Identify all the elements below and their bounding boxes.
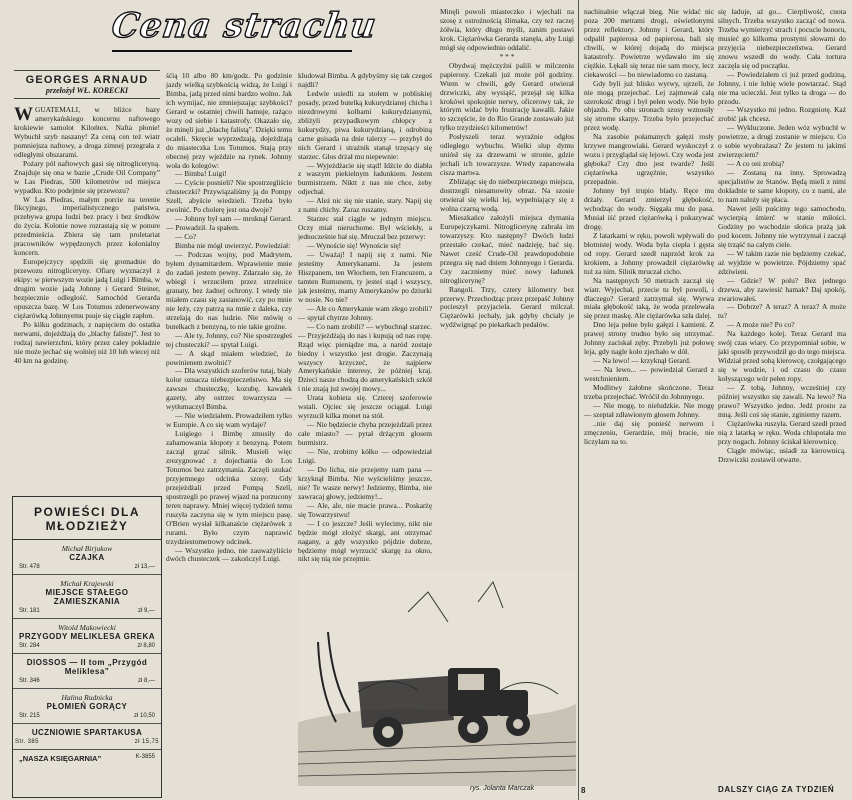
ad-book-item bbox=[13, 575, 161, 619]
ad-book-price: zł 9,— bbox=[137, 608, 155, 614]
article-paragraph: — Cyście posnieli? Nie spostrzegliście chusteczki? Przywiązaliśmy ją do Pompy Szell, abyście wiedzieli. Trzeba było zwolnić. Po cholerę jest ona dwoje? bbox=[166, 178, 292, 215]
article-paragraph: Ciężarówka ruszyła. Gerard szedł przed nią z latarką w ręku. Woda chlupotała mu przy nogach. Johnny ściskał kierownicę. bbox=[718, 418, 846, 446]
article-paragraph: się ładuje, aż go... Cierpliwość, cnota silnych. Trzeba wszystko zacząć od nowa. Trzeba wymierzyć strach i pocucie honoru, musieć go kilkoma prostymi słowami do przyjęcia niebezpieczeństwa. Gerard znowu wszedł do wody. Cała tortura zaczęła się od początku. bbox=[718, 8, 846, 70]
page-number: 8 bbox=[581, 786, 586, 795]
truck-drawing bbox=[298, 572, 576, 786]
article-paragraph: — Bimba! Luigi! bbox=[175, 169, 227, 179]
article-paragraph: Starzec stał ciągle w jednym miejscu. Oczy miał nieruchome. Był wściekły, a jednocześnie bał się. Mruczał bez przerwy: bbox=[298, 214, 432, 242]
ad-book-title: DIOSSOS — II tom „Przygód Meliklesa” bbox=[26, 658, 148, 676]
article-paragraph: Modlitwy żałobne skończone. Teraz trzeba przejechać. Wróćił do Johnnyego. bbox=[584, 383, 714, 401]
article-paragraph: — Uważaj! I napij się z nami. Nie jesteśmy Amerykanami. Ja jestem Hiszpanem, ten Włochem, ten Francuzem, a tamten Rumunem, ty jesteś stąd i wszyscy, jak jesteśmy, mamy Amerykanów po dziurki w nosie. No nie? bbox=[298, 250, 432, 304]
article-column-4 bbox=[440, 8, 574, 570]
intro-paragraph: Pożary pól naftowych gasi się nitrogliceryną. Znajduje się ona w bazie „Crude Oil Company” w Las Piedras, 500 kilometrów od miejsca wypadku. Kto podejmie się przewozu? bbox=[14, 158, 160, 195]
ad-book-price: zł 13,— bbox=[134, 564, 155, 570]
ad-book-item bbox=[13, 619, 161, 654]
article-paragraph: Ledwie usiedli za stołem w pobliskiej posady, przed butelką kukurydzianej chicha i niezdrowymi kolbami kukurydzianymi, zbliżyli przypadkowym chłopcy z kukurydzy, piwa kukurydzianą, i odrobiną carne guisada na dnie talerzy — przybył do nich Gerard i strażnik stanął trzęsący się starzec. Głos drżał mu niepewnie: bbox=[298, 88, 432, 161]
ad-book-title: PRZYGODY MELIKLESA GREKA bbox=[19, 632, 156, 641]
truck-illustration bbox=[298, 572, 576, 786]
article-column-2 bbox=[166, 72, 292, 794]
ad-book-price: zł 8,80 bbox=[137, 643, 155, 649]
ad-book-item bbox=[13, 689, 161, 724]
article-paragraph: — Dobrze? A teraz? A teraz? A może tu? bbox=[718, 302, 846, 321]
article-paragraph: — A co oni zrobią? bbox=[727, 159, 785, 169]
article-paragraph: Na zasobie połamanych gałęzi rosły krzywe mangrowiaki. Gerard wyskoczył z wozu i przyglądał się lejowi. Czy woda jest głęboka? Czy dno jest twarde? Jeśli ciężarówka ugrzęźnie, wszystko przepadnie. bbox=[584, 132, 714, 187]
ad-heading: POWIEŚCI DLA MŁODZIEŻY bbox=[13, 497, 161, 540]
article-paragraph: — Na lewo... — powiedział Gerard z westchnieniem. bbox=[584, 365, 714, 384]
article-paragraph: Mieszkańce założyli miejsca dymania Europejczykami. Nitroglicerynę zabrała im towarzyszy. Kto następny? Dwóch ludzi przestało czekać, mieć nadzieję, bać się. Nawet cześć Crude-Oil prawdopodobnie przegra się nad dniem Johnnyego i Gerarda. Czy zaczniemy mieć nowy ładunek nitroglicerynę? bbox=[440, 212, 574, 285]
ad-book-author: Witold Makowiecki bbox=[58, 623, 116, 632]
article-paragraph: — I co jeszcze? Jeśli wylecimy, nikt nie będzie mógł złożyć skargi, ani otrzymać nagany, a gdy wszystko pójdzie dobrze, będziemy mógł wyrzucić skargę za okno, nikt się nią nie przejmie. bbox=[298, 518, 432, 564]
article-title-text: Cena strachu bbox=[109, 6, 380, 46]
book-advertisement bbox=[12, 496, 162, 798]
article-title bbox=[109, 6, 380, 62]
article-paragraph: Z latarkami w ręku, powoli wpływali do błotnistej wody. Woda była ciepła i gęsta od ropy. Gerard szedł naprzód krok za krokiem, a Johnny prowadził ciężarówkę tuż za nim. Silnik mruczał cicho. bbox=[584, 230, 714, 276]
page-divider bbox=[578, 0, 579, 800]
article-paragraph: — Na lewo! — krzyknął Gerard. bbox=[593, 356, 691, 366]
illustration-credit: rys. Jolanta Marczak bbox=[470, 785, 535, 792]
ad-book-title: CZAJKA bbox=[69, 553, 105, 562]
article-paragraph: — Ale co Amerykanie wam złego zrobili? — spytał chytrze Johnny. bbox=[298, 303, 432, 322]
title-underline bbox=[112, 50, 352, 52]
article-paragraph: — Nie, zrobimy kółko — odpowiedział Luigi. bbox=[298, 447, 432, 465]
article-paragraph: Luigiego i Bimbę zmusiły do zahamowania kłopoty z benzyną. Potem zaczął grzać silnik. Musieli więc zrezygnować z dojechania do Los Totumos bez zatrzymania. Zaczęli szukać przyjemnego odcinka szosy. Gdy przejeżdżali przed Pompą Szell, spostrzegli po prawej wjazd na porzucony teren naprawy. Mniej więcej tydzień temu ruszyła zaczyna się w tym miejscu pasę. O'Brien wysłał kilkanaście ciężarówek z rurami. Było czym naprawić trzydziestometrowy odcinek. bbox=[166, 429, 292, 546]
article-paragraph: — Gdzie? W polu? Bez jednego drzewa, aby zawiesić hamak? Daj spokój, zwariowałeś. bbox=[718, 275, 846, 303]
ad-book-price: zł 15,75 bbox=[134, 739, 159, 745]
ad-book-price: zł 10,50 bbox=[133, 713, 155, 719]
article-paragraph: Johnny był trupio blady. Ręce mu drżały. Gerard zmierzył głębokość, wchodząc do wody. Sięgała mu do pasa. Musiał iść przed ciężarówką i pokazywać drogę. bbox=[584, 186, 714, 231]
article-paragraph: Obydwaj mężczyźni palili w milczeniu papierosy. Czekali już może pół godziny. Wtem w chwili, gdy Gerard otwierał drzwiczki, aby wysiąść, przejął się kilka krokówi spokojnie nerwy, oficerowy tak, że którym widać było frustrację kawalli. Jakie to szczęście, że do Rio Grande zostawało już tylko trzydzieści kilometrów! bbox=[440, 60, 574, 133]
article-paragraph: — Wszystko mi jedno. Rozgniotę. Kaź zrobić jak chcesz. bbox=[718, 105, 846, 124]
article-paragraph: — A może nie? Po co? bbox=[727, 320, 795, 330]
article-paragraph: — Nie mogę, to nieludzkie. Nie mogę — szeptał zdławionym głosem Johnny. bbox=[584, 400, 714, 419]
article-paragraph: — Nie będziecie chyba przejeżdżali przez całe miasto? — pytał drżącym głosem burmistrz. bbox=[298, 420, 432, 448]
article-paragraph: kludował Bimba. A gdybyśmy się tak czegoś najdli? bbox=[298, 72, 432, 89]
article-paragraph: śćią 10 albo 80 km/godz. Po godzinie jazdy wielką szybkością widzą, że Luigi i Bimba, jadą przed nimi bardzo wolno. Jak ich wymijać, nie zmniejszając szybkości? Gerard w ostatniej chwili hamuje, rażąco wozy od siebie i katastrofy. Okazało się, że minęli już „blachę falistą”. Dzięki temu ocaleli. Skręcie wyprzedzają, dojeżdżają do miasteczka Los Totumos. Stają przy obecnej przy wjeździe na rynek. Johnny woła do kolegów: bbox=[166, 72, 292, 170]
ad-book-title: PŁOMIEŃ GORĄCY bbox=[46, 702, 128, 711]
ad-book-item bbox=[13, 654, 161, 689]
ad-book-pages: Str. 478 bbox=[19, 564, 40, 570]
article-paragraph: — Dla wszystkich szoferów tutaj, biały kolor oznacza niebezpieczeństwo. Ma się zawsze chusteczkę, kozubę, kawałek gazety, aby ostrzec towarzysza — wytłumaczył Bimba. bbox=[166, 366, 292, 412]
ad-footer bbox=[13, 750, 161, 767]
publisher-name: „NASZA KSIĘGARNIA” bbox=[19, 754, 102, 763]
ad-book-author: Michał Krajewski bbox=[60, 579, 114, 588]
article-paragraph: nachinalnie włączał bieg. Nie widać nic poza 200 metrami drogi, oświetlonymi przez reflektory. Johnny i Gerard, który odpalił papierosa od papierosa, bali się chwili, w której dojadą do miejsca katastrofy. Powietrze wydawało im się ciężkie. Lękali się teraz nie sam mocy, lecz ciekawości — bo niewiadomo co zastaną. bbox=[584, 8, 714, 79]
ad-book-title: MIEJSCE STAŁEGO ZAMIESZKANIA bbox=[45, 588, 129, 606]
intro-paragraph: Po kilku godzinach, z napięciem do ostatka nerwami, dojeżdżają do „blachy falistej”. Jest to rodzaj nawierzchni, który przez całey pokładzie nie może jechać się wolniej niż 10 lub wiecej niż 40 km na godzinę. bbox=[14, 319, 160, 365]
article-paragraph: — Wyjeżdżacie się stąd! Idźcie do diabła z waszym piekielnym ładunkiem. Jestem burmistrzem. Niktt z nas nie chce, żeby odjechał. bbox=[298, 160, 432, 197]
ad-book-pages: Str. 385 bbox=[15, 739, 39, 745]
article-paragraph: — Ależ nic się nie stanie, stary. Napij się z nami chichy. Zaraz ruszamy. bbox=[298, 196, 432, 215]
article-paragraph: — Ale, ale, nie macie prawa... Poskarżę się Towarzystwu! bbox=[298, 500, 432, 519]
article-paragraph: — Z tobą, Johnny, wcześniej czy później wszystko się zawali. Na lewo? Na prawo? Wszystko jedno. Jedź prosto za mną. Jeśli coś się stanie, zginiemy razem. bbox=[718, 383, 846, 419]
ad-book-price: zł 8,— bbox=[137, 678, 155, 684]
article-paragraph: — Wykluczone. Jeden wóz wybuchł w powietrze, a drugi zostanie w miejscu. Co o sobie wyobrażasz? Że jestem tu jakimś zwierzęciem? bbox=[718, 123, 846, 160]
article-paragraph: Rangoli. Trzy, cztery kilometry bez przerwy. Przechodząc przez przepaść Johnny pocieszył przyjaciela. Gerard milczał. Ciężarówki jechały, jak gdyby chciały je wydźwignąć po piekarkach pedałów. bbox=[440, 284, 574, 330]
article-paragraph: Ciągle mówiąc, usiadł za kierownicą. Drzwiczki zostawił otwarte. bbox=[718, 445, 846, 464]
ad-book-title: UCZNIOWIE SPARTAKUSA bbox=[31, 728, 143, 737]
section-break: * * * bbox=[499, 51, 515, 61]
article-paragraph: — Wszystko jedno, nie zauważyliście dwóch chusteczek — zakończył Luigi. bbox=[166, 545, 292, 564]
dropcap: W bbox=[14, 106, 33, 125]
article-paragraph: — Wynoście się! Wynoście się! bbox=[307, 241, 402, 251]
article-paragraph: — Ale ty, Johnny, co? Nie spostrzegłeś tej chusteczki? — spytał Luigi. bbox=[166, 330, 292, 349]
article-paragraph: — Do licha, nie przejemy nam pana — krzyknął Bimba. Nie wyścieliśmy jeszcze, nie? Te wasze nerwy! Jedziemy, Bimba, nie zawracaj głowy, jedziemy!... bbox=[298, 464, 432, 501]
article-paragraph: Zbliżając się do niebezpiecznego miejsca, dostrzegli niesamowity obraz. Na szosie otwierał się wielki lej, wypełniający się z wolna czarną wodą. bbox=[440, 177, 574, 213]
author-box bbox=[14, 70, 160, 99]
ad-code: K-3855 bbox=[135, 754, 155, 760]
article-column-6 bbox=[718, 8, 846, 778]
article-paragraph: ..nie daj się ponieść nerwom i zmęczeniu, Gerardzie, mój bracie, nie liczyłam na to. bbox=[584, 418, 714, 446]
ad-book-item bbox=[13, 540, 161, 575]
article-paragraph: Nawet jeśli puścimy tego samochodu, wycierpią śmierć w stanie miłości. Godziny po wschodzie słońca prażą jak pod kocem. Johnny nie wytrzymał i zaczął się trząść na całym ciele. bbox=[718, 203, 846, 249]
translator: przełożył WŁ. KORECKI bbox=[45, 86, 129, 95]
article-paragraph: — W takim razie nie będziemy czekać, aż wyjdzie w powietrze. Pójdziemy spać zdziwieni. bbox=[718, 248, 846, 276]
intro-paragraph: Europejczycy spędzili się gromadnie do przewozu nitrogliceryny. Ofiarę wyznaczył z ekipy: w pierwszym wozie jadą Luigi i Bimba, w drugim wozie jadą Johnny i Gerard Steiner, bezpiecznie odległość. Samochód Gerarda opuszcza bazę. W Los Totumos zdenerwowany ciężarówką Johnnyemu psuje się ciągle zapłon. bbox=[14, 257, 160, 320]
article-paragraph: Gdy byli już blisko wyrwy, ujrzeli, że nie mogą przejechać. Lej zajmował całą szerokość drogi i był pełen wody. Nie było objazdu. Po obu stronach szosy wznosiły się strome skarpy. Trzeba było przejechać przez wodę. bbox=[584, 78, 714, 133]
article-paragraph: — Co nam zrobili? — wybuchnął starzec. — Przyjeżdżają do nas i kupują od nas ropę. Rząd więc pieniądze ma, a naród zostaje biedny i wszystko jest drogie. Zaczynają wszyscy krzyczeć, że najpierw Amerykańskie interesy, że później kraj. Dzieci nasze chodzą do amerykańskich szkół i nie znają już swojej mowy... bbox=[298, 321, 432, 394]
ad-book-pages: Str. 284 bbox=[19, 643, 40, 649]
article-column-5 bbox=[584, 8, 714, 778]
article-paragraph: — A skąd miałem wiedzieć, że powinienem zwolnić? bbox=[166, 348, 292, 367]
intro-paragraph: W Las Piedras, małym porcie na terenie fikcyjnego, imperialistycznego państwa, przebywa grupa ludzi bez pracy i bez środków do życia. Kolonie nowe rozrastają się w ponure przedmieścia. Zbiera się tam proletariat pracowników wypędzonych przez kolonialny koncern. bbox=[14, 194, 160, 258]
article-paragraph: Minęli powoli miasteczko i wjechali na szosę z ostrożnością ślimaka, czy też raczej żółwia, który długo myśli, zanim postawi krok. Ciężarówka Gerarda stanęła, aby Luigi mógł się odpowiednio oddalić. bbox=[440, 8, 574, 52]
article-paragraph: Urata kobieta się. Czterej szoferowie wstali. Ojciec się jeszcze ociągał. Luigi wyrzucił kilka monet na stół. bbox=[298, 393, 432, 421]
article-paragraph: — Zostaną na inny. Sprowadzą specjalistów ze Stanów. Będą mieli z nimi dokładnie te same kłopoty, co z nami, ale to nam należy się płaca. bbox=[718, 168, 846, 205]
article-paragraph: Na każdego kolej. Teraz Gerard ma swój czas wiary. Co przypomniał sobie, w jaki sposób przywodził go do tego miejsca. Widział przed sobą kierowcę, czołgającego się w wodzie, i od czasu do czasu kołyszącego wór pełen ropy. bbox=[718, 329, 846, 384]
continued-notice: DALSZY CIĄG ZA TYDZIEŃ bbox=[718, 785, 835, 794]
article-paragraph: — Powiedziałem ci już przed godziną, Johnny, i nie lubię wiele powtarzać. Stąd nie ma ucieczki. Jest tylko ta droga — do przodu. bbox=[718, 69, 846, 106]
ad-book-item bbox=[13, 724, 161, 750]
ad-book-pages: Str. 346 bbox=[19, 678, 40, 684]
ad-book-pages: Str. 215 bbox=[19, 713, 40, 719]
author-name: GEORGES ARNAUD bbox=[25, 74, 149, 86]
intro-column bbox=[14, 106, 160, 492]
article-paragraph: Posłyszeli teraz wyraźnie odgłos odległego wybuchu. Wielki slup dymu uniósł się za drzewami w stronie, gdzie jechali ich towarzysze. Wtedy zapanowała cisza martwa. bbox=[440, 132, 574, 178]
article-paragraph: — Podczas wojny, pod Madrytem, byłem dynamitardem. Wprawienie mnie do zadań jestem pewny. Zdarzało się, że wbiegł i wrzuciłem przez strzelnice granaty, bez żadnej ochrony. I wtedy nie miałem czasu się zastanowić, czy po mnie nie leży, czy patrzą na mnie z daleka, czy strzelają do nas ludzie. Nie mówię o butelkach z benzyną, to nie takie groźne. bbox=[166, 250, 292, 331]
ad-book-author: Michał Birjukow bbox=[61, 544, 113, 553]
article-paragraph: Dno leja pełne było gałęzi i kamieni. Z prawej strony trudno było się utrzymać. Johnny zaciskał zęby. Przebyli już połowę leja, gdy nagle koło zjechało w dół. bbox=[584, 320, 714, 357]
article-column-3 bbox=[298, 72, 432, 570]
ad-book-author: Halina Rudnicka bbox=[61, 693, 113, 702]
intro-paragraph: WGUATEMALI, w bliżce bazy amerykańskiego koncernu naftowego krokiewie samolot Kilońtex. Nafta płonie! Wybuchł szyb naszany! Za ceną cen też wiatr pomniejsza naftowy, a droga zimnej przegrała z odległymi obszarami. bbox=[14, 106, 160, 159]
article-paragraph: — Co? bbox=[175, 232, 197, 242]
ad-book-pages: Str. 181 bbox=[19, 608, 40, 614]
article-paragraph: Bimba nie mógł uwierzyć. Powiedział: bbox=[175, 241, 291, 251]
article-paragraph: Na następnych 50 metrach zaczął się wiatr. Wyjechał, przecie tu był powoli, i dlaczego? Gerard zatrzymał się. Wyrwa miała głębokość taką, że woda przelewała się przez maskę. Ale ciężarówka szła dalej. bbox=[584, 275, 714, 321]
article-paragraph: — Nie wiedziałem. Prowadziłem tylko w Europie. A co się wam wydaje? bbox=[166, 411, 292, 430]
article-paragraph: — Johnny był sam — mruknął Gerard. — Prowadził. Ja spałem. bbox=[166, 214, 292, 233]
